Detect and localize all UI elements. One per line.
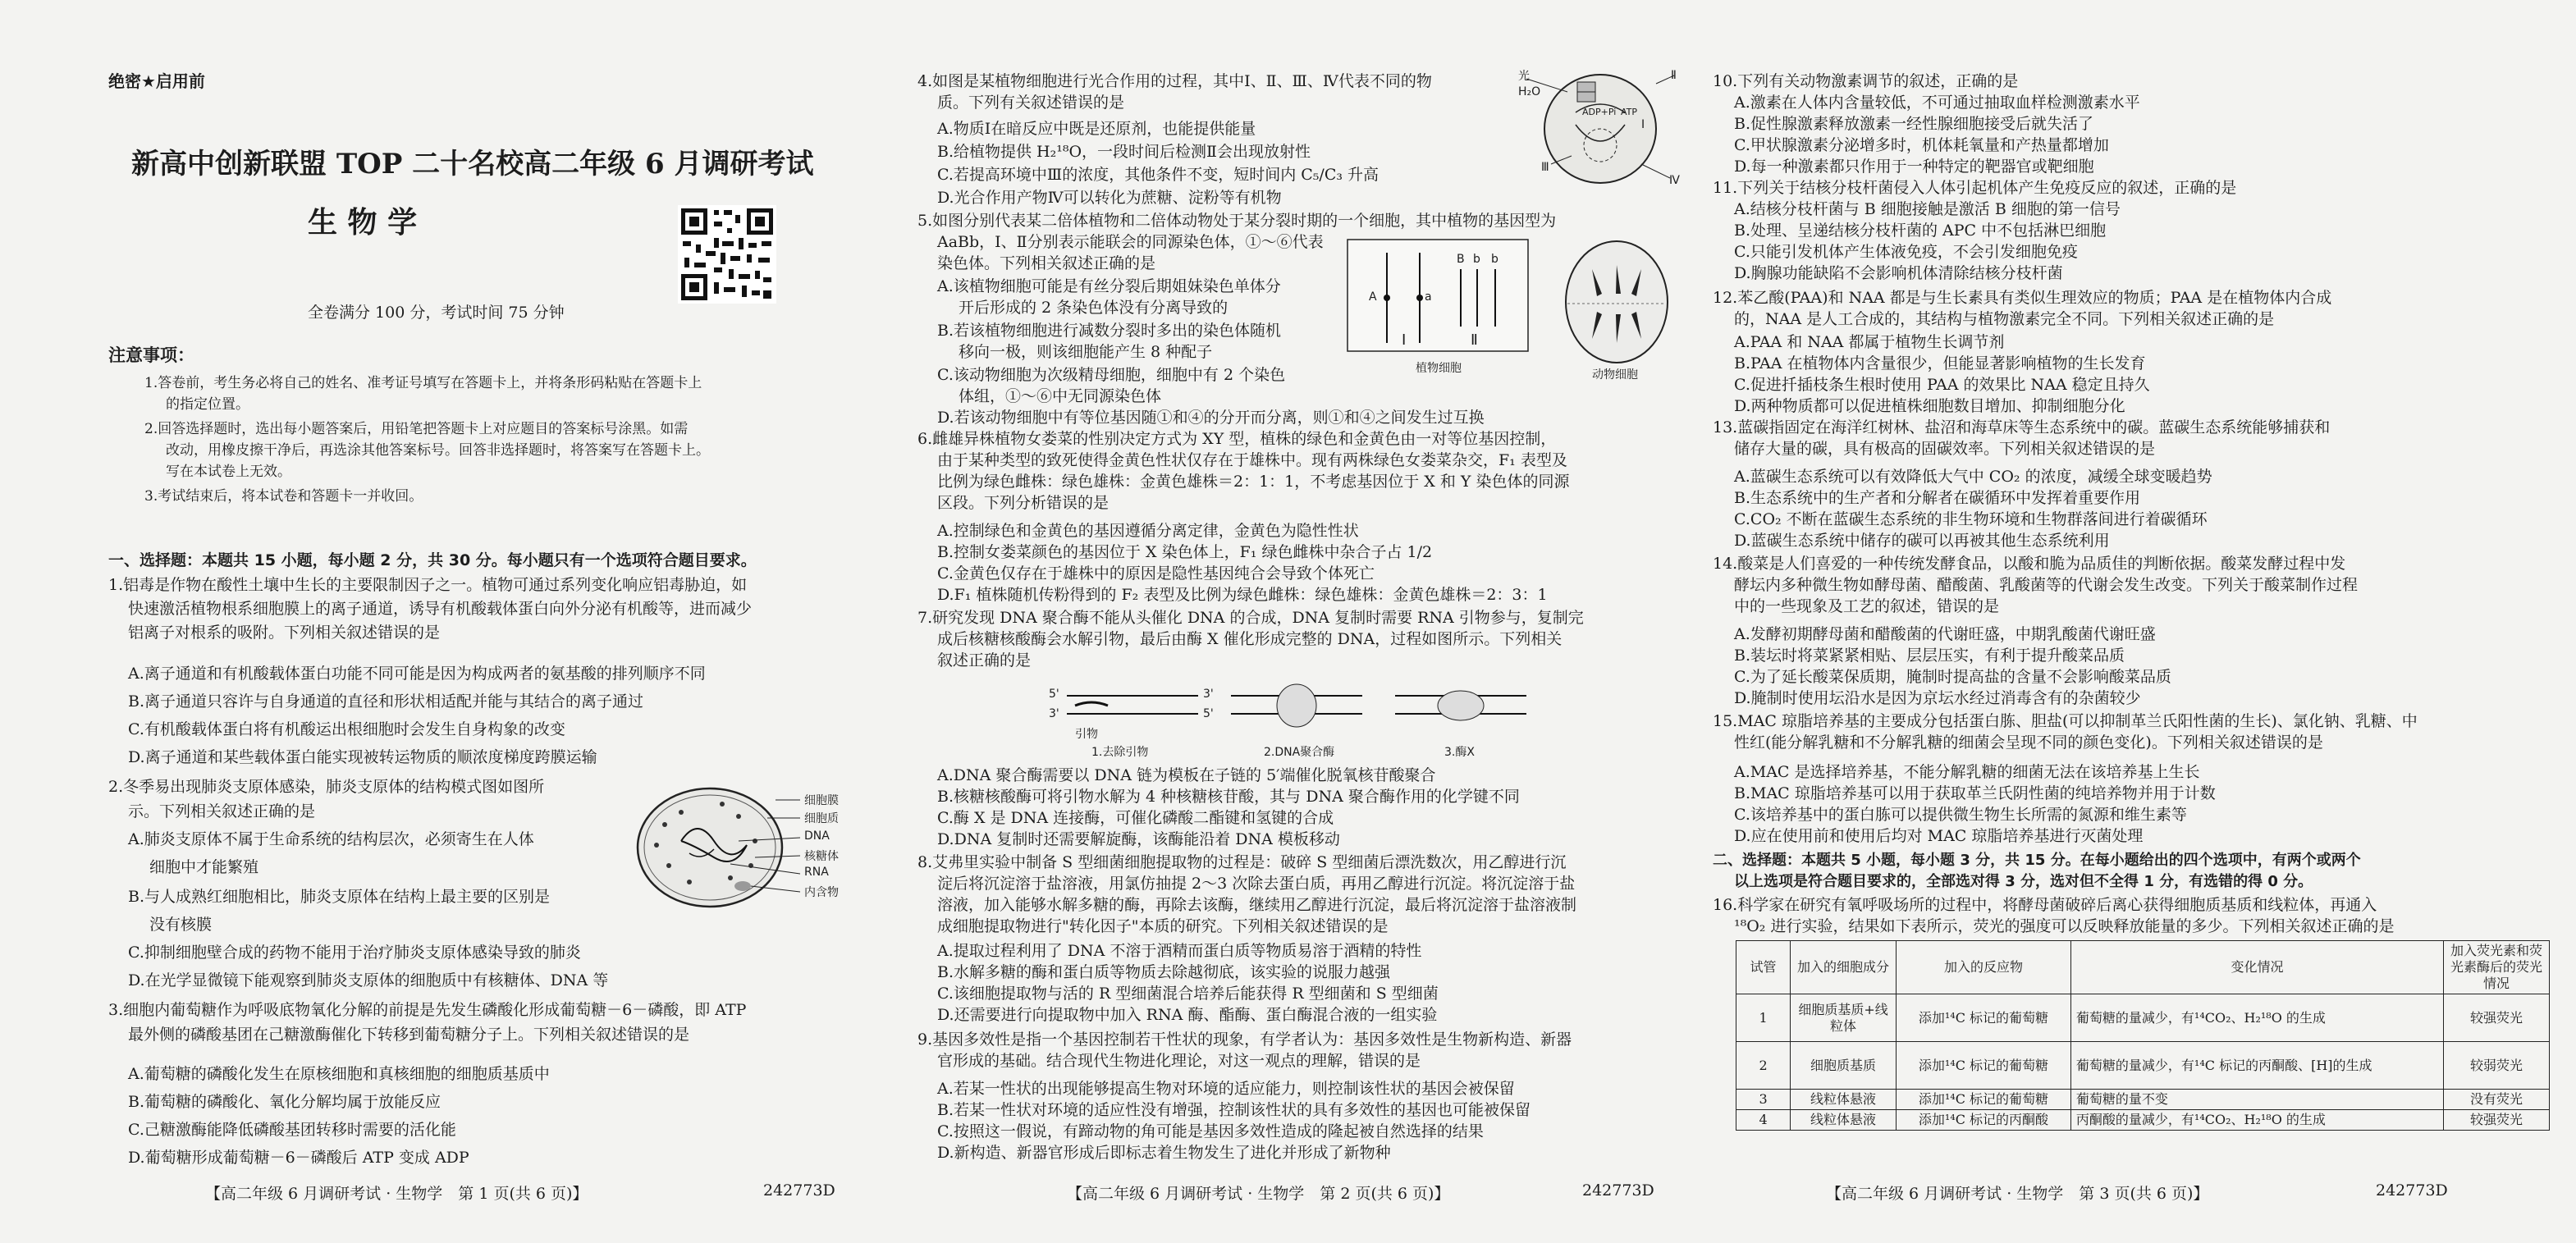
- diagram-label: ADP+Pi: [1582, 107, 1617, 117]
- q8-option: D.还需要进行向提取物中加入 RNA 酶、酯酶、蛋白酶混合液的一组实验: [937, 1006, 1438, 1024]
- q14-option: C.为了延长酸菜保质期，腌制时提高盐的含量不会影响酸菜品质: [1734, 668, 2171, 686]
- q11-option: D.胸腺功能缺陷不会影响机体清除结核分枝杆菌: [1734, 264, 2063, 282]
- diagram-label: 引物: [1075, 728, 1098, 741]
- q4-option: A.物质Ⅰ在暗反应中既是还原剂，也能提供能量: [937, 120, 1256, 138]
- diagram-label: 光: [1518, 70, 1530, 83]
- q14-stem: 中的一些现象及工艺的叙述，错误的是: [1734, 597, 2000, 615]
- diagram-label: Ⅰ: [1641, 118, 1645, 131]
- diagram-label: ATP: [1621, 107, 1638, 117]
- diagram-label: 植物细胞: [1416, 362, 1462, 375]
- table-cell: 线粒体悬液: [1791, 1110, 1897, 1131]
- q7-stem: 成后核糖核酸酶会水解引物，最后由酶 X 催化形成完整的 DNA，过程如图所示。下列相关: [937, 630, 1563, 648]
- q6-stem: 区段。下列分析错误的是: [937, 494, 1110, 512]
- table-header-row: [1736, 941, 2550, 994]
- q6-option: D.F₁ 植株随机传粉得到的 F₂ 表型及比例为绿色雌株：绿色雄株：金黄色雄株＝2：3：1: [937, 586, 1548, 604]
- q7-option: D.DNA 复制时还需要解旋酶，该酶能沿着 DNA 模板移动: [937, 830, 1340, 848]
- q5-option: 移向一极，则该细胞能产生 8 种配子: [959, 343, 1213, 361]
- table-header: 变化情况: [2070, 941, 2443, 994]
- q5-stem: 5.如图分别代表某二倍体植物和二倍体动物处于某分裂时期的一个细胞，其中植物的基因型为: [917, 212, 1557, 230]
- table-header: 加入的细胞成分: [1791, 941, 1897, 994]
- diagram-label: DNA: [804, 829, 830, 843]
- section-2-heading: 以上选项是符合题目要求的，全部选对得 3 分，选对但不全得 1 分，有选错的得 0 分。: [1734, 873, 2313, 890]
- diagram-label: Ⅳ: [1669, 174, 1680, 187]
- q16-stem: 16.科学家在研究有氧呼吸场所的过程中，将酵母菌破碎后离心获得细胞质基质和线粒体，再通入: [1713, 896, 2377, 914]
- table-cell: 添加¹⁴C 标记的丙酮酸: [1897, 1110, 2071, 1131]
- q15-stem: 15.MAC 琼脂培养基的主要成分包括蛋白胨、胆盐(可以抑制革兰氏阳性菌的生长)、氯化钠、乳糖、中: [1713, 712, 2418, 730]
- q10-option: A.激素在人体内含量较低，不可通过抽取血样检测激素水平: [1734, 94, 2140, 112]
- diagram-label: 5': [1203, 707, 1214, 720]
- section-2-heading: 二、选择题：本题共 5 小题，每小题 3 分，共 15 分。在每小题给出的四个选项中，有两个或两个: [1713, 852, 2361, 869]
- diagram-label: 5': [1049, 688, 1059, 701]
- q13-option: C.CO₂ 不断在蓝碳生态系统的非生物环境和生物群落间进行着碳循环: [1734, 510, 2208, 528]
- q8-option: A.提取过程利用了 DNA 不溶于酒精而蛋白质等物质易溶于酒精的特性: [937, 942, 1422, 960]
- diagram-label: 3': [1049, 707, 1059, 720]
- secret-label: 绝密★启用前: [108, 71, 205, 91]
- q15-option: C.该培养基中的蛋白胨可以提供微生物生长所需的氮源和维生素等: [1734, 806, 2187, 824]
- page-code: 242773D: [2376, 1181, 2448, 1200]
- q7-option: A.DNA 聚合酶需要以 DNA 链为模板在子链的 5′端催化脱氧核苷酸聚合: [937, 766, 1436, 784]
- table-cell: 细胞质基质+线粒体: [1791, 994, 1897, 1042]
- table-cell: 葡萄糖的量减少，有¹⁴C 标记的丙酮酸、[H]的生成: [2070, 1042, 2443, 1090]
- q4-option: B.给植物提供 H₂¹⁸O，一段时间后检测Ⅱ会出现放射性: [937, 143, 1311, 161]
- exam-meta: 全卷满分 100 分，考试时间 75 分钟: [308, 304, 565, 322]
- q2-option: B.与人成熟红细胞相比，肺炎支原体在结构上最主要的区别是: [128, 888, 551, 906]
- q4-option: D.光合作用产物Ⅳ可以转化为蔗糖、淀粉等有机物: [937, 189, 1282, 207]
- notice-line: 3.考试结束后，将本试卷和答题卡一并收回。: [144, 488, 423, 505]
- q2-stem: 2.冬季易出现肺炎支原体感染，肺炎支原体的结构模式图如图所: [108, 778, 545, 796]
- page-footer: 【高二年级 6 月调研考试 · 生物学 第 2 页(共 6 页)】: [1067, 1185, 1450, 1203]
- table-header: 试管: [1736, 941, 1791, 994]
- q6-option: B.控制女娄菜颜色的基因位于 X 染色体上，F₁ 绿色雌株中杂合子占 1/2: [937, 543, 1433, 561]
- q12-option: B.PAA 在植物体内含量很少，但能显著影响植物的生长发育: [1734, 354, 2146, 372]
- q15-option: D.应在使用前和使用后均对 MAC 琼脂培养基进行灭菌处理: [1734, 827, 2144, 845]
- subject-title: 生 物 学: [308, 205, 418, 240]
- diagram-label: a: [1425, 290, 1432, 304]
- dna-replication-diagram: [1042, 679, 1551, 761]
- q8-stem: 8.艾弗里实验中制备 S 型细菌细胞提取物的过程是：破碎 S 型细菌后漂洗数次，用乙醇进行沉: [917, 853, 1567, 871]
- table-cell: 细胞质基质: [1791, 1042, 1897, 1090]
- diagram-label: B: [1457, 253, 1465, 266]
- q9-option: C.按照这一假说，有蹄动物的角可能是基因多效性造成的隆起被自然选择的结果: [937, 1122, 1484, 1140]
- q5-stem: AaBb，Ⅰ、Ⅱ分别表示能联会的同源染色体，①～⑥代表: [937, 233, 1324, 251]
- q2-option: 没有核膜: [149, 916, 213, 934]
- q14-option: A.发酵初期酵母菌和醋酸菌的代谢旺盛，中期乳酸菌代谢旺盛: [1734, 625, 2156, 643]
- q10-stem: 10.下列有关动物激素调节的叙述，正确的是: [1713, 72, 2019, 90]
- page-code: 242773D: [763, 1181, 835, 1200]
- mycoplasma-diagram: [632, 775, 853, 919]
- diagram-label: Ⅰ: [1402, 331, 1407, 349]
- table-cell: 较强荧光: [2443, 1110, 2549, 1131]
- table-header: 加入的反应物: [1897, 941, 2071, 994]
- q12-stem: 12.苯乙酸(PAA)和 NAA 都是与生长素具有类似生理效应的物质；PAA 是在植物体内合成: [1713, 289, 2332, 307]
- table-cell: 较强荧光: [2443, 994, 2549, 1042]
- q9-option: B.若某一性状对环境的适应性没有增强，控制该性状的具有多效性的基因也可能被保留: [937, 1101, 1531, 1119]
- q11-option: A.结核分枝杆菌与 B 细胞接触是激活 B 细胞的第一信号: [1734, 200, 2121, 218]
- q13-option: B.生态系统中的生产者和分解者在碳循环中发挥着重要作用: [1734, 489, 2141, 507]
- q1-option: C.有机酸载体蛋白将有机酸运出根细胞时会发生自身构象的改变: [128, 720, 565, 738]
- table-cell: 添加¹⁴C 标记的葡萄糖: [1897, 1042, 2071, 1090]
- diagram-label: 细胞质: [804, 812, 839, 825]
- photosynthesis-diagram: [1518, 67, 1682, 190]
- q7-option: B.核糖核酸酶可将引物水解为 4 种核糖核苷酸，其与 DNA 聚合酶作用的化学键不同: [937, 788, 1520, 806]
- table-cell: 丙酮酸的量减少，有¹⁴CO₂、H₂¹⁸O 的生成: [2070, 1110, 2443, 1131]
- q3-option: C.己糖激酶能降低磷酸基团转移时需要的活化能: [128, 1121, 456, 1139]
- table-cell: 葡萄糖的量不变: [2070, 1090, 2443, 1110]
- diagram-label: 1.去除引物: [1091, 746, 1149, 759]
- diagram-label: 细胞膜: [804, 794, 839, 807]
- q6-option: C.金黄色仅存在于雄株中的原因是隐性基因纯合会导致个体死亡: [937, 564, 1375, 583]
- q8-option: C.该细胞提取物与活的 R 型细菌混合培养后能获得 R 型细菌和 S 型细菌: [937, 985, 1439, 1003]
- table-row: [1736, 1090, 2550, 1110]
- q2-option: D.在光学显微镜下能观察到肺炎支原体的细胞质中有核糖体、DNA 等: [128, 971, 609, 989]
- q12-option: C.促进扦插枝条生根时使用 PAA 的效果比 NAA 稳定且持久: [1734, 376, 2150, 394]
- q7-stem: 叙述正确的是: [937, 651, 1032, 669]
- q14-option: B.装坛时将菜紧紧相贴、层层压实，有利于提升酸菜品质: [1734, 647, 2125, 665]
- q10-option: B.促性腺激素释放激素一经性腺细胞接受后就失活了: [1734, 115, 2094, 133]
- q5-option: C.该动物细胞为次级精母细胞，细胞中有 2 个染色: [937, 366, 1286, 384]
- q3-stem: 最外侧的磷酸基团在己糖激酶催化下转移到葡萄糖分子上。下列相关叙述错误的是: [128, 1026, 690, 1044]
- q14-option: D.腌制时使用坛沿水是因为京坛水经过消毒含有的杂菌较少: [1734, 689, 2141, 707]
- q5-option: 体组，①～⑥中无同源染色体: [959, 387, 1162, 405]
- q2-stem: 示。下列相关叙述正确的是: [128, 802, 316, 820]
- q10-option: C.甲状腺激素分泌增多时，机体耗氧量和产热量都增加: [1734, 136, 2109, 154]
- q5-stem: 染色体。下列相关叙述正确的是: [937, 254, 1156, 272]
- q1-option: D.离子通道和某些载体蛋白能实现被转运物质的顺浓度梯度跨膜运输: [128, 748, 597, 766]
- q13-option: A.蓝碳生态系统可以有效降低大气中 CO₂ 的浓度，减缓全球变暖趋势: [1734, 468, 2212, 486]
- q4-stem: 质。下列有关叙述错误的是: [937, 94, 1125, 112]
- experiment-table: [1736, 940, 2550, 1131]
- diagram-label: b: [1491, 253, 1498, 266]
- diagram-label: Ⅱ: [1471, 331, 1478, 349]
- q9-option: D.新构造、新器官形成后即标志着生物发生了进化并形成了新物种: [937, 1144, 1391, 1162]
- q6-option: A.控制绿色和金黄色的基因遵循分离定律，金黄色为隐性性状: [937, 522, 1359, 540]
- exam-title: 新高中创新联盟 TOP 二十名校高二年级 6 月调研考试: [131, 148, 814, 181]
- notice-line: 的指定位置。: [166, 396, 249, 413]
- q8-stem: 淀后将沉淀溶于盐溶液，用氯仿抽提 2～3 次除去蛋白质，再用乙醇进行沉淀。将沉淀溶于盐: [937, 875, 1576, 893]
- qr-code: [678, 205, 776, 304]
- diagram-label: 3': [1203, 688, 1214, 701]
- table-cell: 4: [1736, 1110, 1791, 1131]
- exam-page-2: [878, 0, 1699, 1243]
- q3-stem: 3.细胞内葡萄糖作为呼吸底物氧化分解的前提是先发生磷酸化形成葡萄糖－6－磷酸，即 ATP: [108, 1001, 747, 1019]
- table-row: [1736, 1042, 2550, 1090]
- table-cell: 添加¹⁴C 标记的葡萄糖: [1897, 994, 2071, 1042]
- q9-option: A.若某一性状的出现能够提高生物对环境的适应能力，则控制该性状的基因会被保留: [937, 1080, 1515, 1098]
- table-row: [1736, 1110, 2550, 1131]
- q3-option: D.葡萄糖形成葡萄糖－6－磷酸后 ATP 变成 ADP: [128, 1149, 469, 1167]
- q9-stem: 官形成的基础。结合现代生物进化理论，对这一观点的理解，错误的是: [937, 1052, 1421, 1070]
- diagram-label: 动物细胞: [1592, 368, 1638, 382]
- notice-line: 写在本试卷上无效。: [166, 464, 291, 480]
- q15-stem: 性红(能分解乳糖和不分解乳糖的细菌会呈现不同的颜色变化)。下列相关叙述错误的是: [1734, 733, 2323, 752]
- q3-option: B.葡萄糖的磷酸化、氧化分解均属于放能反应: [128, 1093, 442, 1111]
- table-cell: 没有荧光: [2443, 1090, 2549, 1110]
- exam-page-1: [0, 0, 870, 1243]
- q2-option: A.肺炎支原体不属于生命系统的结构层次，必须寄生在人体: [128, 830, 534, 848]
- q5-option: A.该植物细胞可能是有丝分裂后期姐妹染色单体分: [937, 277, 1281, 295]
- page-footer: 【高二年级 6 月调研考试 · 生物学 第 1 页(共 6 页)】: [205, 1185, 588, 1203]
- q12-stem: 的，NAA 是人工合成的，其结构与植物激素完全不同。下列相关叙述正确的是: [1734, 310, 2275, 328]
- section-1-heading: 一、选择题：本题共 15 小题，每小题 2 分，共 30 分。每小题只有一个选项符合题目要求。: [108, 551, 757, 569]
- q1-stem: 1.铝毒是作物在酸性土壤中生长的主要限制因子之一。植物可通过系列变化响应铝毒胁迫，如: [108, 576, 748, 594]
- q4-option: C.若提高环境中Ⅲ的浓度，其他条件不变，短时间内 C₅/C₃ 升高: [937, 166, 1380, 184]
- q8-stem: 成细胞提取物进行"转化因子"本质的研究。下列相关叙述错误的是: [937, 917, 1389, 935]
- q5-option: 开后形成的 2 条染色体没有分离导致的: [959, 299, 1229, 317]
- q9-stem: 9.基因多效性是指一个基因控制若干性状的现象，有学者认为：基因多效性是生物新构造、新器: [917, 1031, 1572, 1049]
- table-cell: 添加¹⁴C 标记的葡萄糖: [1897, 1090, 2071, 1110]
- table-cell: 葡萄糖的量减少，有¹⁴CO₂、H₂¹⁸O 的生成: [2070, 994, 2443, 1042]
- q11-stem: 11.下列关于结核分枝杆菌侵入人体引起机体产生免疫反应的叙述，正确的是: [1713, 179, 2237, 197]
- notice-title: 注意事项：: [108, 345, 194, 365]
- table-cell: 2: [1736, 1042, 1791, 1090]
- q15-option: A.MAC 是选择培养基，不能分解乳糖的细菌无法在该培养基上生长: [1734, 763, 2200, 781]
- q11-option: C.只能引发机体产生体液免疫，不会引发细胞免疫: [1734, 243, 2078, 261]
- table-cell: 1: [1736, 994, 1791, 1042]
- q6-stem: 由于某种类型的致死使得金黄色性状仅存在于雄株中。现有两株绿色女娄菜杂交，F₁ 表型及: [937, 451, 1567, 469]
- q6-stem: 比例为绿色雌株：绿色雄株：金黄色雄株＝2：1：1，不考虑基因位于 X 和 Y 染色体的同源: [937, 473, 1570, 491]
- q1-stem: 快速激活植物根系细胞膜上的离子通道，诱导有机酸载体蛋白向外分泌有机酸等，进而减少: [128, 600, 753, 618]
- diagram-label: Ⅲ: [1541, 161, 1549, 174]
- q1-option: A.离子通道和有机酸载体蛋白功能不同可能是因为构成两者的氨基酸的排列顺序不同: [128, 665, 706, 683]
- table-row: [1736, 994, 2550, 1042]
- table-header: 加入荧光素和荧光素酶后的荧光情况: [2443, 941, 2549, 994]
- table-cell: 3: [1736, 1090, 1791, 1110]
- q1-option: B.离子通道只容许与自身通道的直径和形状相适配并能与其结合的离子通过: [128, 692, 644, 711]
- q10-option: D.每一种激素都只作用于一种特定的靶器官或靶细胞: [1734, 158, 2094, 176]
- q1-stem: 铝离子对根系的吸附。下列相关叙述错误的是: [128, 624, 441, 642]
- q14-stem: 酵坛内多种微生物如酵母菌、醋酸菌、乳酸菌等的代谢会发生改变。下列关于酸菜制作过程: [1734, 576, 2359, 594]
- diagram-label: 2.DNA聚合酶: [1264, 746, 1335, 759]
- diagram-label: b: [1473, 253, 1480, 266]
- diagram-label: RNA: [804, 866, 829, 879]
- q7-option: C.酶 X 是 DNA 连接酶，可催化磷酸二酯键和氢键的合成: [937, 809, 1334, 827]
- diagram-label: A: [1369, 290, 1377, 304]
- q8-stem: 溶液，加入能够水解多糖的酶，再除去该酶，继续用乙醇进行沉淀，最后将沉淀溶于盐溶液制: [937, 896, 1577, 914]
- cell-division-diagram: [1346, 236, 1682, 384]
- diagram-label: 核糖体: [804, 850, 839, 863]
- q13-stem: 13.蓝碳指固定在海洋红树林、盐沼和海草床等生态系统中的碳。蓝碳生态系统能够捕获和: [1713, 418, 2331, 436]
- q15-option: B.MAC 琼脂培养基可以用于获取革兰氏阴性菌的纯培养物并用于计数: [1734, 784, 2216, 802]
- notice-line: 改动，用橡皮擦干净后，再选涂其他答案标号。回答非选择题时，将答案写在答题卡上。: [166, 442, 710, 459]
- notice-line: 1.答卷前，考生务必将自己的姓名、准考证号填写在答题卡上，并将条形码粘贴在答题卡上: [144, 375, 702, 391]
- q3-option: A.葡萄糖的磷酸化发生在原核细胞和真核细胞的细胞质基质中: [128, 1065, 550, 1083]
- q13-stem: 储存大量的碳，具有极高的固碳效率。下列相关叙述错误的是: [1734, 440, 2156, 458]
- q4-stem: 4.如图是某植物细胞进行光合作用的过程，其中Ⅰ、Ⅱ、Ⅲ、Ⅳ代表不同的物: [917, 72, 1432, 90]
- diagram-label: Ⅱ: [1671, 69, 1677, 82]
- q12-option: D.两种物质都可以促进植株细胞数目增加、抑制细胞分化: [1734, 397, 2125, 415]
- page-footer: 【高二年级 6 月调研考试 · 生物学 第 3 页(共 6 页)】: [1826, 1185, 2209, 1203]
- notice-line: 2.回答选择题时，选出每小题答案后，用铅笔把答题卡上对应题目的答案标号涂黑。如需: [144, 421, 689, 437]
- q8-option: B.水解多糖的酶和蛋白质等物质去除越彻底，该实验的说服力越强: [937, 963, 1391, 981]
- page-code: 242773D: [1582, 1181, 1654, 1200]
- q6-stem: 6.雌雄异株植物女娄菜的性别决定方式为 XY 型，植株的绿色和金黄色由一对等位基因控制，: [917, 430, 1557, 448]
- q7-stem: 7.研究发现 DNA 聚合酶不能从头催化 DNA 的合成，DNA 复制时需要 RNA 引物参与，复制完: [917, 609, 1584, 627]
- table-cell: 较弱荧光: [2443, 1042, 2549, 1090]
- q12-option: A.PAA 和 NAA 都属于植物生长调节剂: [1734, 333, 2005, 351]
- q5-option: D.若该动物细胞中有等位基因随①和④的分开而分离，则①和④之间发生过互换: [937, 409, 1485, 427]
- diagram-label: H₂O: [1518, 85, 1541, 98]
- q2-option: 细胞中才能繁殖: [149, 858, 259, 876]
- q11-option: B.处理、呈递结核分枝杆菌的 APC 中不包括淋巴细胞: [1734, 222, 2107, 240]
- diagram-label: 3.酶X: [1444, 746, 1475, 759]
- diagram-label: 内含物: [804, 886, 839, 899]
- q2-option: C.抑制细胞壁合成的药物不能用于治疗肺炎支原体感染导致的肺炎: [128, 944, 581, 962]
- exam-page-3: [1703, 0, 2576, 1243]
- q13-option: D.蓝碳生态系统中储存的碳可以再被其他生态系统利用: [1734, 532, 2110, 550]
- q5-option: B.若该植物细胞进行减数分裂时多出的染色体随机: [937, 322, 1282, 340]
- table-cell: 线粒体悬液: [1791, 1090, 1897, 1110]
- q14-stem: 14.酸菜是人们喜爱的一种传统发酵食品，以酸和脆为品质佳的判断依据。酸菜发酵过程中发: [1713, 555, 2346, 573]
- q16-stem: ¹⁸O₂ 进行实验，结果如下表所示，荧光的强度可以反映释放能量的多少。下列相关叙述正确的是: [1734, 917, 2395, 935]
